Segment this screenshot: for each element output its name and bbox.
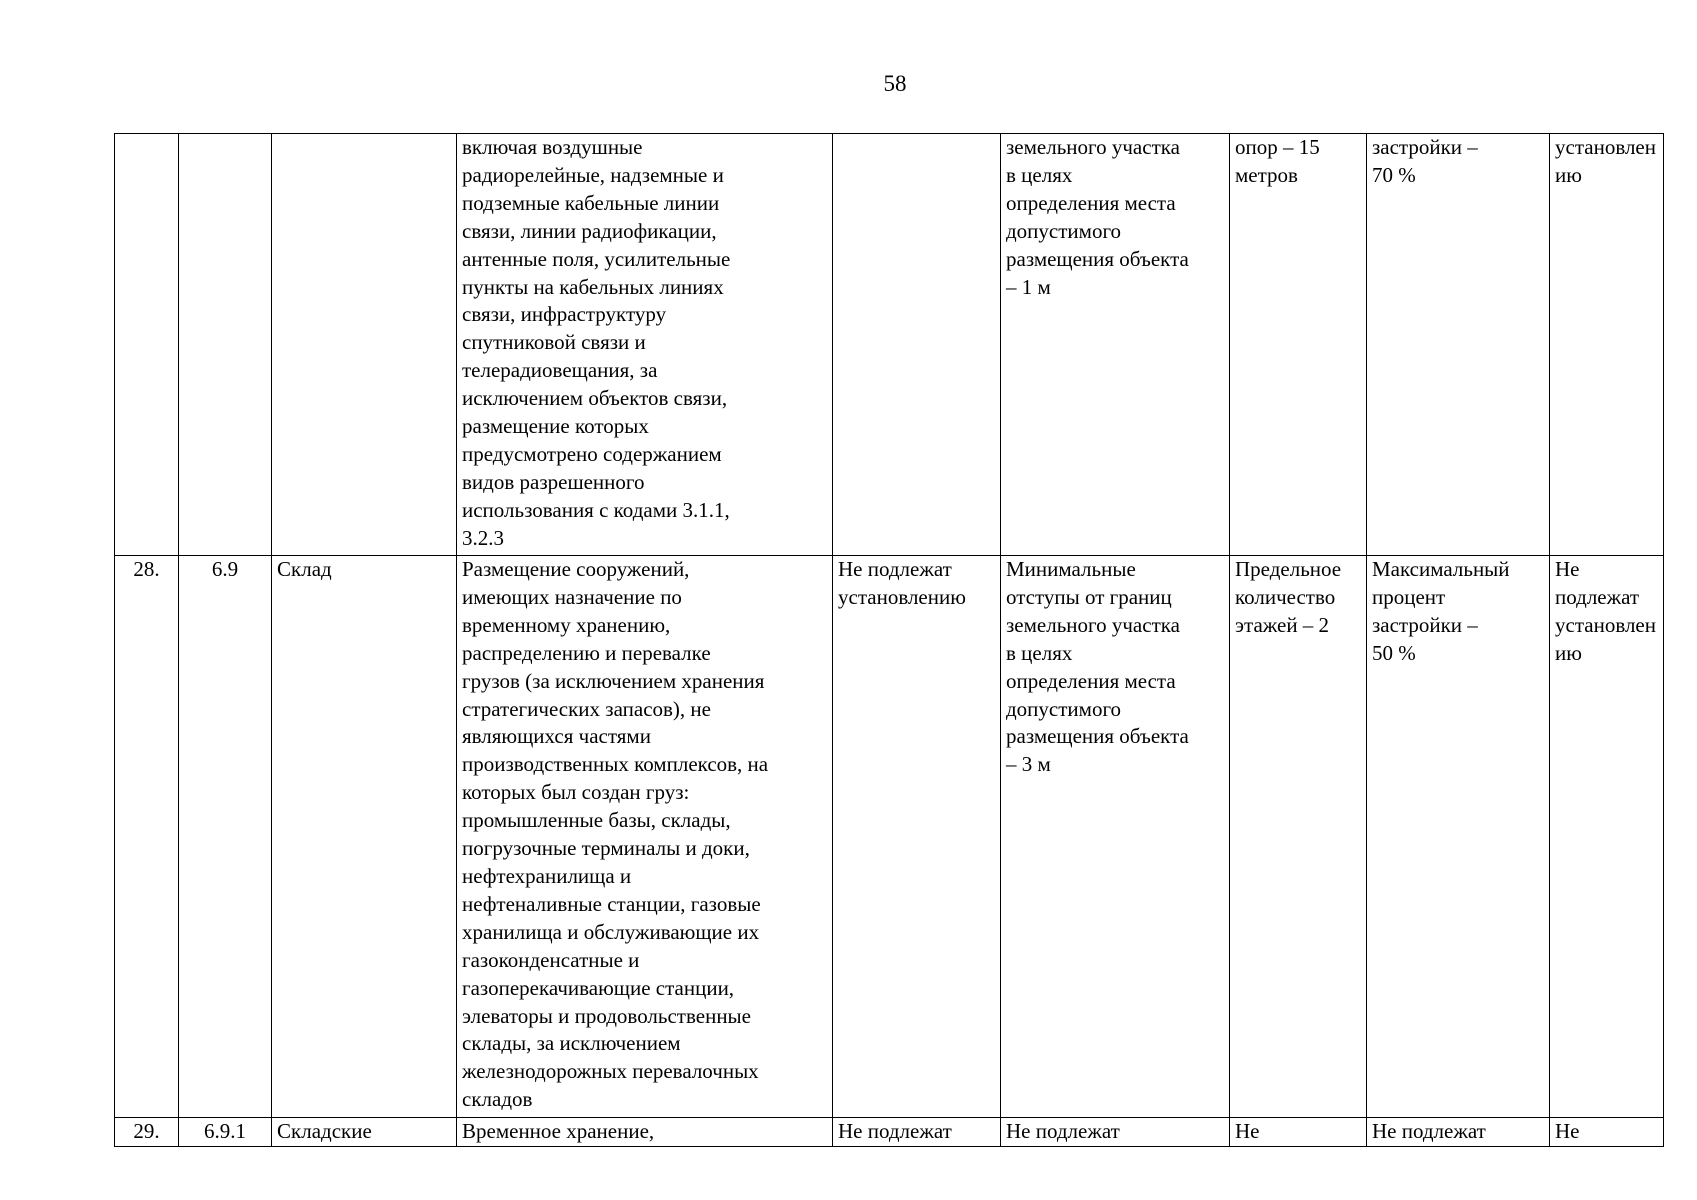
table-row [115,556,1664,1118]
setbacks-cell: Минимальные отступы от границ земельного участка в целях определения места допустимого размещения объекта – 3 м [1001,556,1230,1118]
setbacks-cell: земельного участка в целях определения места допустимого размещения объекта – 1 м [1001,134,1230,556]
coverage-cell: Не подлежат [1367,1118,1550,1147]
other-cell: Не подлежат установлен ию [1550,556,1664,1118]
name-cell: Склад [272,556,457,1118]
description-cell: Размещение сооружений, имеющих назначение по временному хранению, распределению и перевалке грузов (за исключением хранения стратегических запасов), не являющихся частями производственных комплексов, на которых был создан груз: промышленные базы, склады, погрузочные терминалы и доки, нефтехранилища и нефтеналивные станции, газовые хранилища и обслуживающие их газоконденсатные и газоперекачивающие станции, элеваторы и продовольственные склады, за исключением железнодорожных перевалочных складов [457,556,833,1118]
coverage-cell: застройки – 70 % [1367,134,1550,556]
code-cell: 6.9 [179,556,272,1118]
height-cell: Не [1230,1118,1367,1147]
height-cell: Предельное количество этажей – 2 [1230,556,1367,1118]
table-row [115,134,1664,556]
other-cell: установлен ию [1550,134,1664,556]
description-cell: Временное хранение, [457,1118,833,1147]
coverage-cell: Максимальный процент застройки – 50 % [1367,556,1550,1118]
row-number-cell: 29. [115,1118,179,1147]
other-cell: Не [1550,1118,1664,1147]
plot-size-cell: Не подлежат установлению [833,556,1001,1118]
page-number: 58 [883,71,907,96]
code-cell: 6.9.1 [179,1118,272,1147]
plot-size-cell [833,134,1001,556]
height-cell: опор – 15 метров [1230,134,1367,556]
row-number-cell [115,134,179,556]
code-cell [179,134,272,556]
name-cell: Складские [272,1118,457,1147]
regulations-table [114,133,1664,1147]
name-cell [272,134,457,556]
row-number-cell: 28. [115,556,179,1118]
description-cell: включая воздушные радиорелейные, надземные и подземные кабельные линии связи, линии радиофикации, антенные поля, усилительные пункты на кабельных линиях связи, инфраструктуру спутниковой связи и телерадиовещания, за исключением объектов связи, размещение которых предусмотрено содержанием видов разрешенного использования с кодами 3.1.1, 3.2.3 [457,134,833,556]
setbacks-cell: Не подлежат [1001,1118,1230,1147]
table-row [115,1118,1664,1147]
plot-size-cell: Не подлежат [833,1118,1001,1147]
